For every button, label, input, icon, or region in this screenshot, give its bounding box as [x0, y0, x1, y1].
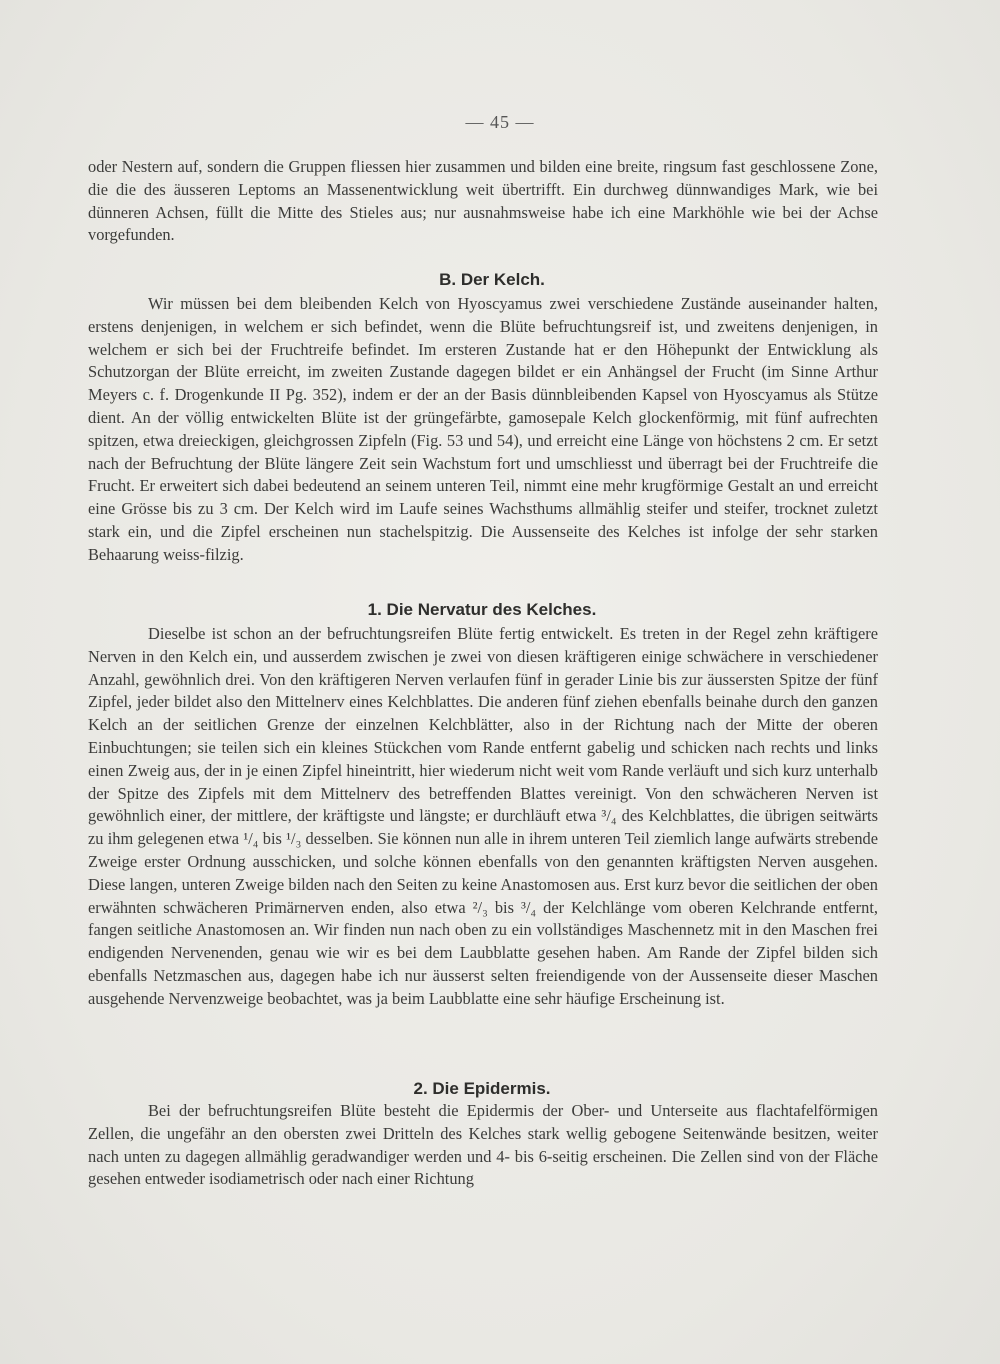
section-heading-epidermis: 2. Die Epidermis. [413, 1079, 551, 1098]
intro-text: oder Nestern auf, sondern die Gruppen fliessen hier zusammen und bilden eine breite, ringsum fast geschlossene Zone, die die des äusseren Leptoms an Massenentwicklung weit übertrifft. Ein durchweg dünnwandiges Mark, wie bei dünneren Achsen, füllt die Mitte des Stieles aus; nur ausnahmsweise habe ich eine Markhöhle wie bei der Achse vorgefunden. [88, 157, 878, 245]
section-heading-nervatur: 1. Die Nervatur des Kelches. [367, 600, 597, 619]
epidermis-paragraph [88, 1100, 878, 1191]
nervatur-text: Dieselbe ist schon an der befruchtungsreifen Blüte fertig entwickelt. Es treten in der Regel zehn kräftigere Nerven in den Kelch ein, und ausserdem zwischen je zwei von diesen kräftigeren einige schwächere in verschiedener Anzahl, gewöhnlich drei. Von den kräftigeren Nerven verlaufen fünf in gerader Linie bis zur äussersten Spitze der fünf Zipfel, jeder bildet also den Mittelnerv eines Kelchblattes. Die anderen fünf ziehen ebenfalls beinahe durch den ganzen Kelch an der seitlichen Grenze der einzelnen Kelchblätter, also in der Richtung nach der Mitte der oberen Einbuchtungen; sie teilen sich ein kleines Stückchen vom Rande entfernt gabelig und schicken nach rechts und links einen Zweig aus, der in je einen Zipfel hineintritt, hier wiederum nicht weit vom Rande verläuft und sich kurz unterhalb der Spitze des Zipfels mit dem Mittelnerv des betreffenden Blattes vereinigt. Von den schwächeren Nerven ist gewöhnlich einer, der mittlere, der kräftigste und längste; er durchläuft etwa ³/₄ des Kelchblattes, die übrigen seitwärts zu ihm gelegenen etwa ¹/₄ bis ¹/₃ desselben. Sie können nun alle in ihrem unteren Teil ziemlich lange aufwärts strebende Zweige erster Ordnung ausschicken, und solche können ebenfalls von den genannten kräftigsten Nerven ausgehen. Diese langen, unteren Zweige bilden nach den Seiten zu keine Anastomosen aus. Erst kurz bevor die seitlichen der oben erwähnten schwächeren Primärnerven enden, also etwa ²/₃ bis ³/₄ der Kelchlänge vom oberen Kelchrande entfernt, fangen seitliche Anastomosen an. Wir finden nun nach oben zu ein vollständiges Maschennetz mit in den Maschen frei endigenden Nervenenden, genau wie wir es bei dem Laubblatte gesehen haben. Am Rande der Zipfel bilden sich ebenfalls Netzmaschen aus, dagegen habe ich nur äusserst selten freiendigende von der Aussenseite dieser Maschen ausgehende Nervenzweige beobachtet, was ja beim Laubblatte eine sehr häufige Erscheinung ist. [88, 624, 878, 1008]
kelch-paragraph [88, 293, 878, 567]
intro-paragraph [88, 156, 878, 247]
nervatur-paragraph [88, 623, 878, 1011]
section-heading-kelch: B. Der Kelch. [439, 270, 545, 289]
epidermis-text: Bei der befruchtungsreifen Blüte besteht die Epidermis der Ober- und Unterseite aus flachtafelförmigen Zellen, die ungefähr an den obersten zwei Dritteln des Kelches stark wellig gebogene Seitenwände besitzen, weiter nach unten zu dagegen allmählig geradwandiger werden und 4- bis 6-seitig erscheinen. Die Zellen sind von der Fläche gesehen entweder isodiametrisch oder nach einer Richtung [88, 1101, 878, 1189]
page-number: — 45 — [465, 112, 535, 132]
kelch-text: Wir müssen bei dem bleibenden Kelch von Hyoscyamus zwei verschiedene Zustände auseinander halten, erstens denjenigen, in welchem er sich befindet, wenn die Blüte befruchtungsreif ist, und zweitens denjenigen, in welchem er sich bei der Fruchtreife befindet. Im ersteren Zustande hat er den Höhepunkt der Entwicklung als Schutzorgan der Blüte erreicht, im zweiten Zustande dagegen bildet er ein Anhängsel der Frucht (im Sinne Arthur Meyers c. f. Drogenkunde II Pg. 352), indem er der an der Basis dünnbleibenden Kapsel von Hyoscyamus als Stütze dient. An der völlig entwickelten Blüte ist der grüngefärbte, gamosepale Kelch glockenförmig, mit fünf aufrechten spitzen, etwa dreieckigen, gleichgrossen Zipfeln (Fig. 53 und 54), und erreicht eine Länge von höchstens 2 cm. Er setzt nach der Befruchtung der Blüte längere Zeit sein Wachstum fort und umschliesst und überragt bei der Fruchtreife die Frucht. Er erweitert sich dabei bedeutend an seinem unteren Teil, nimmt eine mehr krugförmige Gestalt an und erreicht eine Grösse bis zu 3 cm. Der Kelch wird im Laufe seines Wachsthums allmählig steifer und steifer, trocknet zuletzt stark ein, und die Zipfel erscheinen nun stachelspitzig. Die Aussenseite des Kelches ist infolge der sehr starken Behaarung weiss-filzig. [88, 294, 878, 564]
